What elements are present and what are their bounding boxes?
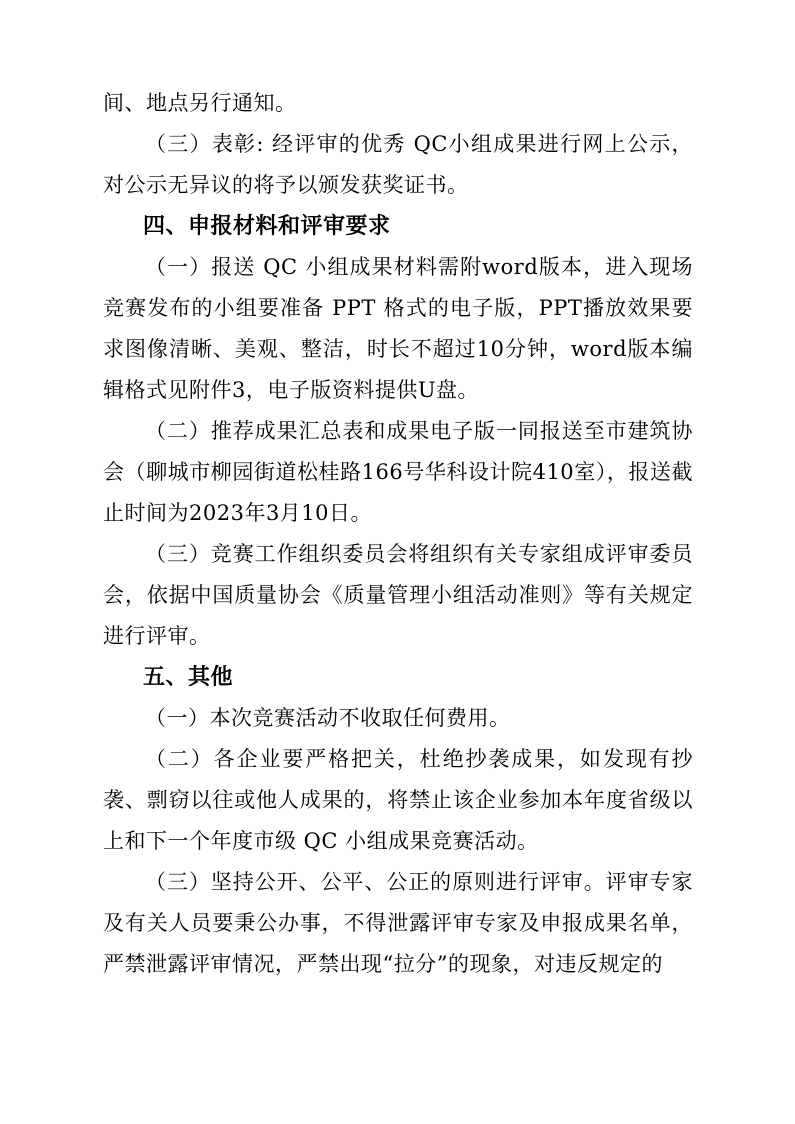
paragraph-section4-item1: （一）报送 QC 小组成果材料需附word版本，进入现场竞赛发布的小组要准备 PPT 格式的电子版，PPT播放效果要求图像清晰、美观、整洁，时长不超过10分钟，word版本编辑格式见附件3，电子版资料提供U盘。 bbox=[103, 255, 693, 402]
document-body bbox=[103, 83, 693, 985]
section-heading-4: 四、申报材料和评审要求 bbox=[143, 214, 391, 239]
paragraph-section5-item2: （二）各企业要严格把关，杜绝抄袭成果，如发现有抄袭、剽窃以往或他人成果的，将禁止该企业参加本年度省级以上和下一个年度市级 QC 小组成果竞赛活动。 bbox=[103, 747, 693, 853]
paragraph-section4-item3: （三）竞赛工作组织委员会将组织有关专家组成评审委员会，依据中国质量协会《质量管理小组活动准则》等有关规定进行评审。 bbox=[103, 542, 693, 648]
paragraph-section4-item2: （二）推荐成果汇总表和成果电子版一同报送至市建筑协会（聊城市柳园街道松桂路166号华科设计院410室），报送截止时间为2023年3月10日。 bbox=[103, 419, 693, 525]
paragraph-section5-item3: （三）坚持公开、公平、公正的原则进行评审。评审专家及有关人员要秉公办事，不得泄露评审专家及申报成果名单，严禁泄露评审情况，严禁出现“拉分”的现象，对违反规定的 bbox=[103, 870, 693, 976]
section-heading-5: 五、其他 bbox=[143, 665, 234, 690]
paragraph-continuation: 间、地点另行通知。 bbox=[103, 91, 297, 115]
paragraph-section5-item1: （一）本次竞赛活动不收取任何费用。 bbox=[145, 706, 511, 730]
paragraph-commendation: （三）表彰: 经评审的优秀 QC小组成果进行网上公示，对公示无异议的将予以颁发获奖证书。 bbox=[103, 132, 693, 197]
